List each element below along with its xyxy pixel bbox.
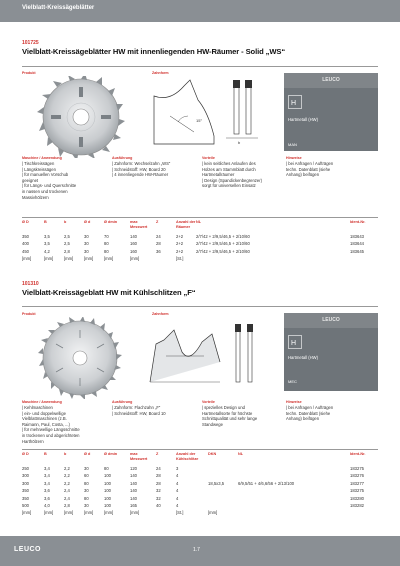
tooth-form-diagram [150, 76, 270, 148]
table-cell: 2,2 [64, 466, 70, 471]
divider [22, 66, 378, 67]
table-cell: 350 [22, 234, 29, 239]
col-header: max [130, 220, 138, 224]
saw-blade-image [28, 317, 132, 399]
col-header: Ident-Nr. [350, 452, 366, 456]
list-item: | ein- und doppelwellige [22, 410, 66, 416]
table-cell: 3,5 [44, 241, 50, 247]
table-cell: 2/7/42 + 2/9,5/46,5 + 2/10/60 [196, 234, 250, 239]
col-header: Ø dmin [104, 220, 118, 224]
table-cell: [mm] [104, 510, 114, 516]
list-item: Hartmetallräumer [202, 172, 235, 178]
list-item: Anhang) beifügen [286, 416, 320, 422]
hw-icon [288, 335, 302, 349]
section-code: 101725 [22, 40, 39, 46]
table-cell: 160 [130, 248, 137, 254]
maschine-list [22, 405, 80, 444]
table-cell: 28 [156, 473, 161, 479]
divider [22, 217, 378, 218]
svg-text:H: H [291, 340, 297, 347]
col-header: NL [238, 452, 244, 456]
vorteile-list [202, 405, 257, 427]
list-item: geeignet [22, 177, 39, 183]
section-1-heading [22, 40, 378, 56]
vorteile-list [202, 161, 262, 189]
table-cell: 3,6 [44, 488, 50, 494]
list-item: | Design (Spandickenbegrenzer) [202, 177, 262, 183]
table-cell: 4 [176, 480, 179, 486]
section-code: 101310 [22, 281, 39, 287]
list-item: Vielblattmaschinen (z.B. [22, 416, 67, 422]
table-cell: [mm] [130, 510, 140, 516]
table-cell: 160 [130, 241, 137, 247]
table-cell: 183276 [350, 473, 364, 479]
table-cell: 183275 [350, 488, 364, 494]
produkt-label: Produkt [22, 71, 36, 75]
col-header: Kühlschlitze [176, 457, 199, 461]
table-cell: 3 [176, 466, 179, 471]
table-cell: 350 [22, 495, 29, 501]
list-item: Anhang) beifügen [286, 172, 320, 178]
table-cell: 2,4 [64, 488, 70, 494]
svg-text:H: H [291, 100, 297, 107]
list-item: Raimann, Paul, Costa, ...) [22, 421, 70, 427]
table-cell: [mm] [64, 256, 74, 262]
maschine-label: Maschine / Anwendung [22, 156, 62, 160]
list-item: | Tischkreissägen [22, 161, 55, 166]
table-cell: 3,5 [44, 234, 50, 239]
table-cell: [mm] [104, 256, 114, 262]
section-2-heading [22, 281, 378, 297]
table-cell: 4 [176, 473, 179, 479]
list-item: Harthölzern [22, 438, 44, 444]
col-header: Ident-Nr. [350, 220, 366, 224]
col-header: Ø d [84, 220, 91, 224]
col-header: B [44, 220, 47, 224]
list-item: in nassen und trockenen [22, 188, 68, 194]
table-cell: 100 [104, 503, 111, 508]
list-item: | bei Anfragen / Aufträgen [286, 405, 334, 410]
table-cell: [St.] [176, 510, 184, 516]
list-item: Hartmetallsorte für höchste [202, 410, 253, 416]
divider [22, 306, 378, 307]
table-cell: 30 [84, 466, 89, 471]
table-cell: 100 [104, 488, 111, 494]
table-cell: [St.] [176, 256, 184, 262]
table-cell: 2,2 [64, 480, 70, 486]
material-panel [284, 73, 378, 151]
table-cell: 4 [176, 495, 179, 501]
table-cell: 18,5x3,5 [208, 480, 225, 486]
list-item: | für manuellen Vorschub [22, 172, 69, 178]
footer-bar [0, 536, 400, 566]
table-cell: 80 [84, 480, 89, 486]
table-cell: 2+2 [176, 248, 184, 254]
col-header: Messwert [130, 225, 148, 229]
hinweise-list [286, 405, 333, 422]
list-item: | Zahnform: Wechselzahn „WS“ [112, 161, 171, 166]
table-cell: 3,4 [44, 473, 50, 479]
material-sub: MEC [288, 379, 297, 384]
table-cell: 80 [104, 241, 109, 247]
table-cell: 4,0 [44, 503, 50, 508]
list-item: | bei Anfragen / Aufträgen [286, 161, 334, 166]
table-cell: 2/7/42 + 2/9,5/46,5 + 2/10/60 [196, 248, 250, 254]
table-cell: 28 [156, 241, 161, 247]
ausfuehrung-label: Ausführung [112, 400, 133, 404]
table-cell: 28 [156, 480, 161, 486]
table-cell: 100 [104, 480, 111, 486]
hinweise-label: Hinweise [286, 400, 302, 404]
section-title: Vielblatt-Kreissägeblätter HW mit innenliegenden HW-Räumer - Solid „WS“ [22, 47, 286, 56]
list-item: Holzes am Stammblatt durch [202, 166, 256, 172]
saw-blade-image [26, 76, 136, 158]
vorteile-label: Vorteile [202, 400, 215, 404]
table-cell: 183277 [350, 480, 364, 486]
table-cell: [mm] [22, 256, 32, 262]
table-cell: 30 [84, 488, 89, 494]
table-cell: 450 [22, 248, 29, 254]
col-header: B [44, 452, 47, 456]
list-item: Massivhölzern [22, 194, 49, 200]
col-header: Messwert [130, 457, 148, 461]
header-title: Vielblatt-Kreissägeblätter [22, 5, 95, 11]
table-cell: [mm] [44, 256, 54, 262]
table-cell: 140 [130, 495, 137, 501]
table-cell: [mm] [64, 510, 74, 516]
table-cell: [mm] [44, 510, 54, 516]
col-header: Z [156, 220, 159, 224]
zahnform-label: Zahnform [152, 312, 169, 316]
table-cell: 4 [176, 503, 179, 508]
leuco-logo: LEUCO [284, 73, 378, 88]
page-number: 1.7 [193, 547, 200, 553]
table-cell: 60 [84, 473, 89, 479]
list-item: techn. Datenblatt (siehe [286, 166, 331, 172]
svg-text:b: b [238, 140, 241, 145]
table-cell: [mm] [84, 256, 94, 262]
table-cell: 2,2 [64, 473, 70, 479]
table-cell: 2,4 [64, 495, 70, 501]
table-cell: 30 [84, 503, 89, 508]
col-header: b [64, 452, 67, 456]
table-cell: 2+2 [176, 241, 184, 247]
table-cell: 4 [176, 488, 179, 494]
table-cell: 183280 [350, 495, 364, 501]
col-header: b [64, 220, 67, 224]
table-cell: 80 [84, 495, 89, 501]
col-header: NL [196, 220, 202, 224]
list-item: | für Längs- und Querschnitte [22, 183, 77, 189]
list-item: | Schneidstoff: HW, Board 20 [112, 166, 166, 172]
table-cell: 3,6 [44, 495, 50, 501]
table-cell: 183645 [350, 248, 364, 254]
table-cell: [mm] [22, 510, 32, 516]
table-cell: 183275 [350, 466, 364, 471]
table-cell: [mm] [208, 510, 218, 516]
table-cell: 120 [130, 466, 137, 471]
ausfuehrung-list [112, 405, 166, 416]
table-cell: 2/7/42 + 2/9,5/46,5 + 2/10/60 [196, 241, 250, 247]
table-cell: 70 [104, 234, 109, 239]
material-panel [284, 313, 378, 391]
table-cell: [mm] [84, 510, 94, 516]
leuco-footer-logo: LEUCO [14, 546, 41, 553]
table-cell: 100 [104, 495, 111, 501]
ausfuehrung-label: Ausführung [112, 156, 133, 160]
col-header: Ø dmin [104, 452, 118, 456]
list-item: | Schneidstoff: HW, Board 10 [112, 410, 166, 416]
table-cell: 2,5 [64, 241, 70, 247]
maschine-list [22, 161, 76, 200]
list-item: sorgt für universellen Einsatz [202, 183, 256, 189]
table-cell: 400 [22, 241, 29, 247]
hinweise-label: Hinweise [286, 156, 302, 160]
list-item: | Längskreissägen [22, 166, 56, 172]
list-item: | kein seitliches Anlaufen des [202, 161, 256, 166]
list-item: | spezielles Design und [202, 405, 245, 410]
list-item: techn. Datenblatt (siehe [286, 410, 331, 416]
list-item: Schnittqualität und sehr lange [202, 416, 258, 422]
list-item: | 4 innenliegende HW-Räumer [112, 172, 169, 178]
table-cell: 165 [130, 503, 137, 508]
table-cell: 140 [130, 234, 137, 239]
table-cell: 32 [156, 488, 161, 494]
svg-text:15°: 15° [196, 118, 203, 123]
table-cell: 3,4 [44, 480, 50, 486]
produkt-label: Produkt [22, 312, 36, 316]
table-cell: 6/9,5/51 + 4/6,6/56 + 2/13/100 [238, 480, 295, 486]
table-cell: 24 [156, 466, 161, 471]
table-cell: 140 [130, 488, 137, 494]
table-cell: 36 [156, 248, 161, 254]
table-cell: 40 [156, 503, 161, 508]
table-cell: 2,5 [64, 234, 70, 239]
table-cell: 80 [104, 248, 109, 254]
zahnform-label: Zahnform [152, 71, 169, 75]
table-cell: 30 [84, 234, 89, 239]
col-header: max [130, 452, 138, 456]
col-header: Anzahl der [176, 452, 196, 456]
section-title: Vielblatt-Kreissägeblatt HW mit Kühlschlitzen „F“ [22, 288, 196, 297]
table-cell: 30 [84, 241, 89, 247]
list-item: Standwege [202, 421, 223, 427]
material-sub: MAN [288, 142, 297, 147]
table-cell: 183643 [350, 234, 364, 239]
col-header: Ø d [84, 452, 91, 456]
table-cell: 32 [156, 495, 161, 501]
leuco-logo: LEUCO [284, 313, 378, 328]
hw-icon [288, 95, 302, 109]
table-cell: 250 [22, 466, 29, 471]
table-cell: 300 [22, 473, 29, 479]
maschine-label: Maschine / Anwendung [22, 400, 62, 404]
table-cell: 4,2 [44, 248, 50, 254]
table-cell: 100 [104, 473, 111, 479]
col-header: Anzahl der [176, 220, 196, 224]
list-item: | Kehlmaschinen [22, 405, 53, 410]
table-cell: 3,4 [44, 466, 50, 471]
table-cell: 2+2 [176, 234, 184, 239]
table-cell: 24 [156, 234, 161, 239]
material-label: Hartmetall (HW) [288, 355, 319, 360]
table-cell: [mm] [130, 256, 140, 262]
table-cell: 30 [84, 248, 89, 254]
list-item: | für mehrwellige Längsschnitte [22, 427, 80, 433]
col-header: DKN [208, 452, 217, 456]
table-cell: 140 [130, 480, 137, 486]
tooth-form-diagram [146, 322, 272, 390]
list-item: | Zahnform: Flachzahn „F“ [112, 405, 161, 410]
table-cell: 2,8 [64, 248, 70, 254]
table-cell: 183282 [350, 503, 364, 508]
ausfuehrung-list [112, 161, 170, 178]
material-label: Hartmetall (HW) [288, 117, 319, 122]
col-header: Ø D [22, 220, 29, 224]
table-cell: 183644 [350, 241, 364, 247]
table-cell: 300 [22, 480, 29, 486]
header-bar [0, 0, 400, 22]
col-header: Ø D [22, 452, 29, 456]
divider [22, 449, 378, 450]
table-cell: 500 [22, 503, 29, 508]
col-header: Räumer [176, 225, 191, 229]
table-cell: 350 [22, 488, 29, 494]
list-item: in trockenen und abgerichteten [22, 432, 80, 438]
table-cell: 80 [104, 466, 109, 471]
hinweise-list [286, 161, 333, 178]
table-cell: 2,8 [64, 503, 70, 508]
table-cell: 140 [130, 473, 137, 479]
vorteile-label: Vorteile [202, 156, 215, 160]
col-header: Z [156, 452, 159, 456]
